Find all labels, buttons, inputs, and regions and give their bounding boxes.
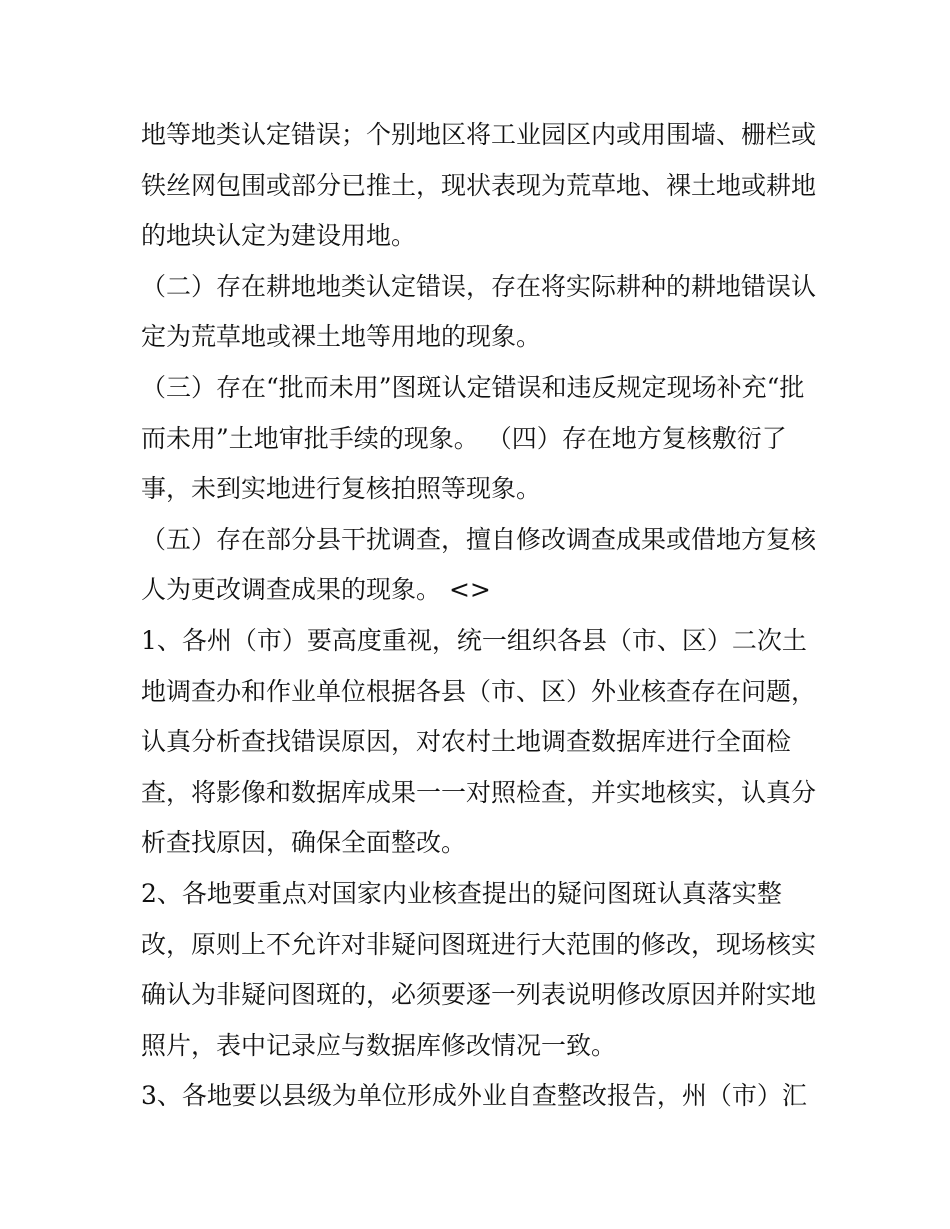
text-line: 确认为非疑问图斑的，必须要逐一列表说明修改原因并附实地 [141,980,817,1010]
text-line: 的地块认定为建设用地。 [141,221,417,251]
text-line: （二）存在耕地地类认定错误，存在将实际耕种的耕地错误认 [141,271,817,301]
text-line: 改，原则上不允许对非疑问图斑进行大范围的修改，现场核实 [141,929,817,959]
text-line: 1、各州（市）要高度重视，统一组织各县（市、区）二次土 [141,625,807,655]
text-line: 铁丝网包围或部分已推土，现状表现为荒草地、裸土地或耕地 [141,170,817,200]
text-line: 查，将影像和数据库成果一一对照检查，并实地核实，认真分 [141,777,817,807]
text-line: 定为荒草地或裸土地等用地的现象。 [141,322,542,352]
text-line: 析查找原因，确保全面整改。 [141,828,467,858]
text-line: 事，未到实地进行复核拍照等现象。 [141,474,542,504]
text-line: （三）存在“批而未用”图斑认定错误和违反规定现场补充“批 [141,372,805,402]
document-body [141,110,831,1122]
text-line: 2、各地要重点对国家内业核查提出的疑问图斑认真落实整 [141,878,782,908]
text-line: （五）存在部分县干扰调查，擅自修改调查成果或借地方复核 [141,524,817,554]
text-line: 地调查办和作业单位根据各县（市、区）外业核查存在问题， [141,676,817,706]
text-line: 地等地类认定错误；个别地区将工业园区内或用围墙、栅栏或 [141,120,817,149]
text-line: 人为更改调查成果的现象。 <> [141,575,491,605]
text-line: 3、各地要以县级为单位形成外业自查整改报告，州（市）汇 [141,1081,807,1111]
text-line: 照片，表中记录应与数据库修改情况一致。 [141,1030,617,1060]
text-line: 认真分析查找错误原因，对农村土地调查数据库进行全面检 [141,727,792,757]
text-line: 而未用”土地审批手续的现象。 （四）存在地方复核敷衍了 [141,423,787,453]
